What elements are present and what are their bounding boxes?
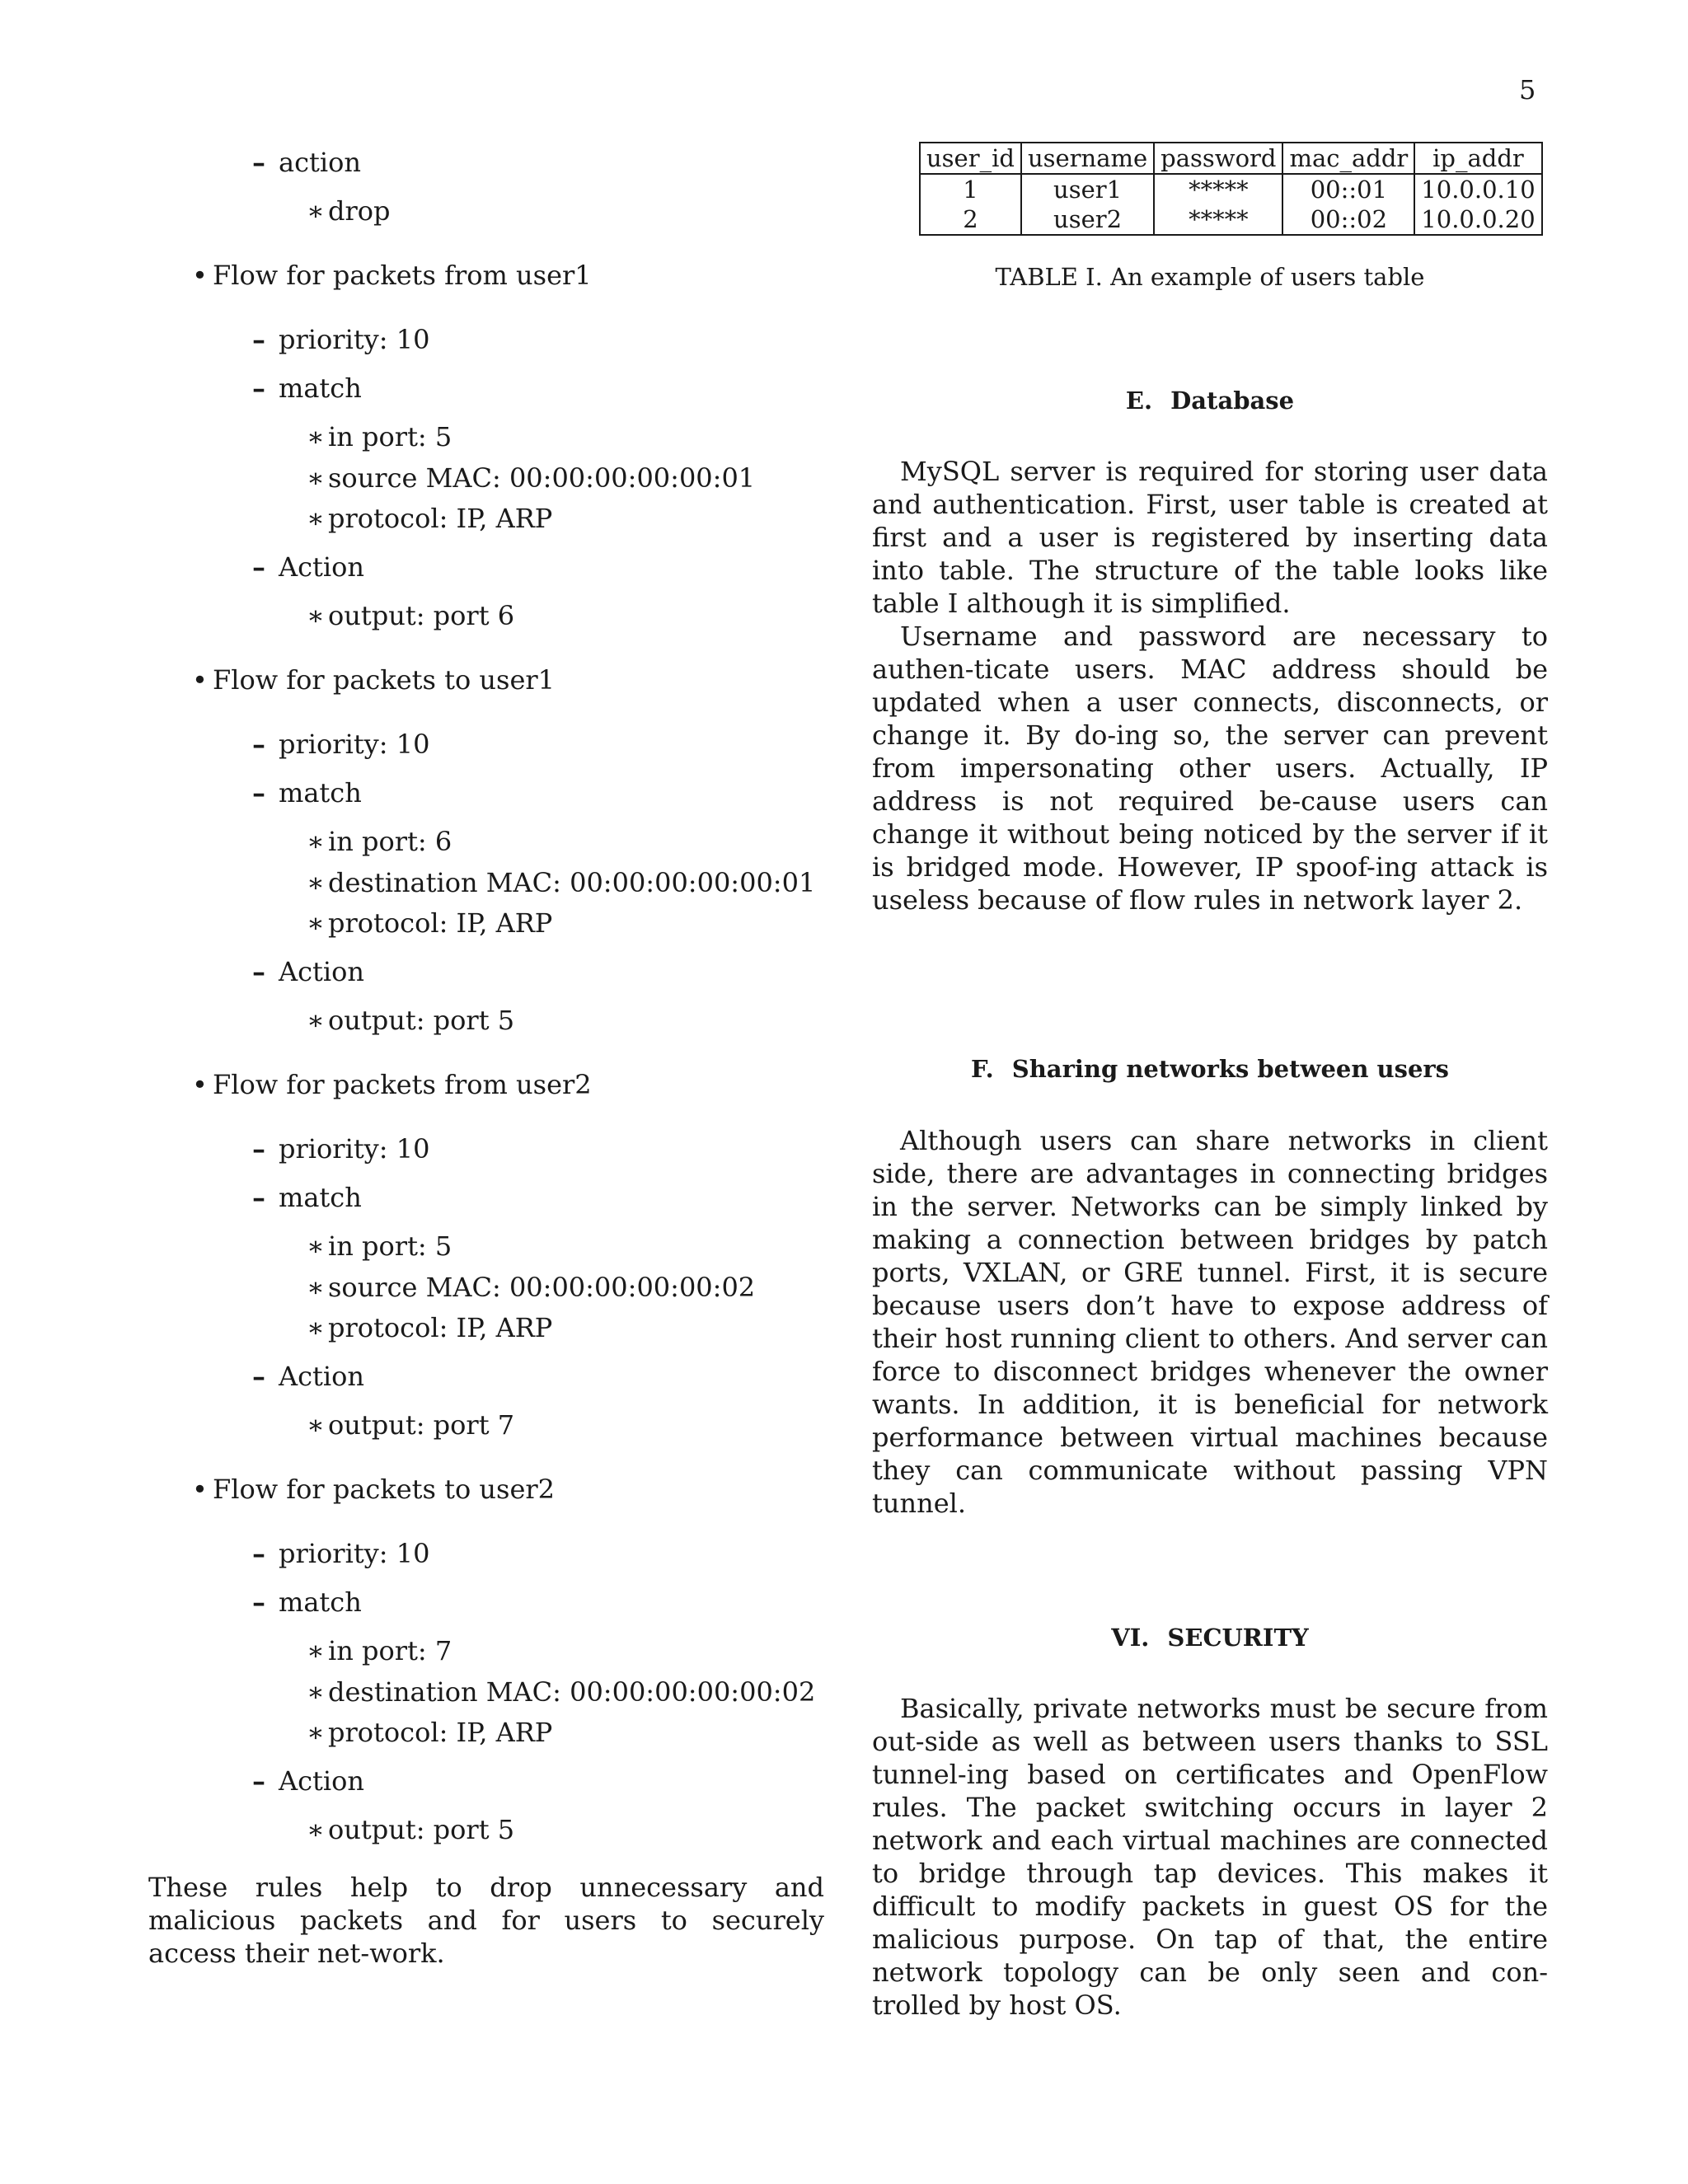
action-item-text: output: port 7 <box>328 1409 515 1441</box>
flow-match-label: – match <box>252 1182 362 1213</box>
match-item: ∗ protocol: IP, ARP <box>307 1312 553 1343</box>
flow-match-label: – match <box>252 777 362 808</box>
action-item-text: output: port 6 <box>328 600 515 631</box>
match-item-text: in port: 7 <box>328 1635 452 1666</box>
bullet-marker: • <box>192 260 208 291</box>
table-row <box>920 174 1542 204</box>
flow-title-text: Flow for packets from user2 <box>213 1069 592 1100</box>
flow-match-label: – match <box>252 373 362 404</box>
section-title: Database <box>1170 387 1295 415</box>
closing-paragraph: These rules help to drop unnecessary and malicious packets and for users to securely access their net-work. <box>148 1872 824 1969</box>
match-item-text: source MAC: 00:00:00:00:00:02 <box>328 1272 756 1303</box>
flow-priority: – priority: 10 <box>252 729 430 760</box>
table-cell: 10.0.0.20 <box>1414 204 1541 235</box>
flow-action-label: – Action <box>252 956 364 987</box>
list-item-drop <box>307 190 391 232</box>
paragraph: Basically, private networks must be secure from out-side as well as between users thanks to SSL tunnel-ing based on certificates and OpenFlow rules. The packet switching occurs in layer 2 network and each virtual machines are connected to bridge through tap devices. This makes it difficult to modify packets in guest OS for the malicious purpose. On tap of that, the entire network topology can be only seen and con-trolled by host OS. <box>872 1693 1548 2021</box>
match-item-text: source MAC: 00:00:00:00:00:01 <box>328 462 756 494</box>
flow-match-label: – match <box>252 1586 362 1618</box>
flow-title: • Flow for packets from user2 <box>192 1069 592 1100</box>
section-heading-sharing <box>872 1052 1548 1085</box>
section-number: E. <box>1125 387 1153 415</box>
match-item: ∗ in port: 5 <box>307 421 452 452</box>
match-item-text: destination MAC: 00:00:00:00:00:01 <box>328 867 816 898</box>
table-header-cell: user_id <box>920 143 1021 174</box>
flow-action-label: – Action <box>252 1361 364 1392</box>
table-header-cell: password <box>1154 143 1282 174</box>
table-header-cell: username <box>1021 143 1154 174</box>
action-item: ∗ output: port 6 <box>307 600 515 631</box>
action-label-text: Action <box>279 1765 364 1797</box>
action-label-text: Action <box>279 551 364 583</box>
table-cell: ***** <box>1154 174 1282 204</box>
users-table <box>919 142 1543 236</box>
priority-text: priority: 10 <box>279 1538 430 1569</box>
match-item-text: protocol: IP, ARP <box>328 1717 553 1748</box>
match-item: ∗ protocol: IP, ARP <box>307 503 553 534</box>
paragraph: Although users can share networks in client side, there are advantages in connecting bridges in the server. Networks can be simply linked by making a connection between bridges by patch ports, VXLAN, or GRE tunnel. First, it is secure because users don’t have to expose address of their host running client to others. And server can force to disconnect bridges whenever the owner wants. In addition, it is beneficial for network performance between virtual machines because they can communicate without passing VPN tunnel. <box>872 1125 1548 1519</box>
table-cell: 1 <box>920 174 1021 204</box>
flow-title-text: Flow for packets to user2 <box>213 1474 556 1505</box>
asterisk-marker: ∗ <box>307 195 325 227</box>
list-item-text: action <box>279 147 361 178</box>
priority-text: priority: 10 <box>279 324 430 355</box>
list-item-action <box>252 142 361 183</box>
flow-title-text: Flow for packets to user1 <box>213 664 556 696</box>
table-header-cell: ip_addr <box>1414 143 1541 174</box>
flow-title <box>192 255 592 296</box>
flow-title: • Flow for packets to user2 <box>192 1474 556 1505</box>
table-header-cell: mac_addr <box>1282 143 1414 174</box>
section-heading-database <box>872 384 1548 417</box>
action-item-text: output: port 5 <box>328 1005 515 1036</box>
action-item: ∗ output: port 5 <box>307 1005 515 1036</box>
match-item: ∗ protocol: IP, ARP <box>307 907 553 939</box>
table-cell: user2 <box>1021 204 1154 235</box>
match-item-text: protocol: IP, ARP <box>328 503 553 534</box>
section-number: VI. <box>1111 1624 1150 1652</box>
dash-marker: – <box>252 147 265 178</box>
flow-title: • Flow for packets to user1 <box>192 664 556 696</box>
match-label-text: match <box>279 1182 362 1213</box>
table-caption: TABLE I. An example of users table <box>995 263 1425 291</box>
action-item: ∗ output: port 5 <box>307 1814 515 1845</box>
flow-title-text: Flow for packets from user1 <box>213 260 592 291</box>
match-item-text: in port: 5 <box>328 421 452 452</box>
match-item: ∗ destination MAC: 00:00:00:00:00:02 <box>307 1676 816 1708</box>
table-cell: 00::02 <box>1282 204 1414 235</box>
match-item: ∗ in port: 6 <box>307 826 452 857</box>
paragraph: MySQL server is required for storing user data and authentication. First, user table is created at first and a user is registered by inserting data into table. The structure of the table looks like table I although it is simplified. <box>872 456 1548 619</box>
action-item-text: output: port 5 <box>328 1814 515 1845</box>
match-item: ∗ source MAC: 00:00:00:00:00:01 <box>307 462 756 494</box>
match-item: ∗ in port: 7 <box>307 1635 452 1666</box>
priority-text: priority: 10 <box>279 729 430 760</box>
action-label-text: Action <box>279 1361 364 1392</box>
flow-action-label: – Action <box>252 551 364 583</box>
flow-priority: – priority: 10 <box>252 1133 430 1165</box>
table-cell: ***** <box>1154 204 1282 235</box>
action-item: ∗ output: port 7 <box>307 1409 515 1441</box>
section-title: SECURITY <box>1167 1624 1309 1652</box>
table-cell: 2 <box>920 204 1021 235</box>
match-item-text: in port: 5 <box>328 1230 452 1262</box>
flow-priority: – priority: 10 <box>252 1538 430 1569</box>
flow-priority: – priority: 10 <box>252 324 430 355</box>
section-number: F. <box>970 1055 994 1083</box>
table-header-row <box>920 143 1542 174</box>
section-heading-security <box>872 1621 1548 1654</box>
flow-action-label: – Action <box>252 1765 364 1797</box>
priority-text: priority: 10 <box>279 1133 430 1165</box>
page-number: 5 <box>1519 74 1536 105</box>
match-item-text: in port: 6 <box>328 826 452 857</box>
match-item-text: protocol: IP, ARP <box>328 907 553 939</box>
match-item-text: destination MAC: 00:00:00:00:00:02 <box>328 1676 816 1708</box>
match-item: ∗ protocol: IP, ARP <box>307 1717 553 1748</box>
match-item: ∗ destination MAC: 00:00:00:00:00:01 <box>307 867 816 898</box>
action-label-text: Action <box>279 956 364 987</box>
table-cell: 10.0.0.10 <box>1414 174 1541 204</box>
match-label-text: match <box>279 373 362 404</box>
section-title: Sharing networks between users <box>1011 1055 1450 1083</box>
list-item-text: drop <box>328 195 391 227</box>
match-label-text: match <box>279 777 362 808</box>
match-item: ∗ source MAC: 00:00:00:00:00:02 <box>307 1272 756 1303</box>
match-item: ∗ in port: 5 <box>307 1230 452 1262</box>
table-cell: user1 <box>1021 174 1154 204</box>
match-item-text: protocol: IP, ARP <box>328 1312 553 1343</box>
table-cell: 00::01 <box>1282 174 1414 204</box>
match-label-text: match <box>279 1586 362 1618</box>
paragraph: Username and password are necessary to authen-ticate users. MAC address should be updated when a user connects, disconnects, or change it. By do-ing so, the server can prevent from impersonating other users. Actually, IP address is not required be-cause users can change it without being noticed by the server if it is bridged mode. However, IP spoof-ing attack is useless because of flow rules in network layer 2. <box>872 621 1548 916</box>
table-row <box>920 204 1542 235</box>
